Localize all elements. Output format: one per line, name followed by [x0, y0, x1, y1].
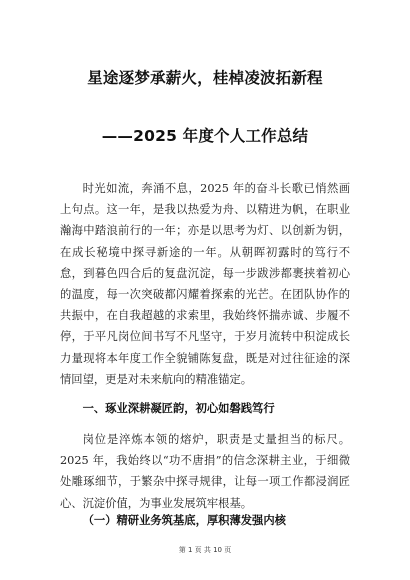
subsection-heading-1: （一）精研业务筑基底，厚积薄发强内核: [82, 514, 286, 527]
section-heading-1: 一、琢业深耕凝匠韵，初心如磐践笃行: [82, 402, 275, 415]
body-paragraph-intro: [60, 178, 350, 390]
document-subtitle: ——2025 年度个人工作总结: [101, 127, 309, 145]
page-footer: 第 1 页 共 10 页: [178, 546, 232, 554]
paragraph-text: 时光如流，奔涌不息，2025 年的奋斗长歌已悄然画上句点。这一年，是我以热爱为舟、以精进为帆，在职业瀚海中踏浪前行的一年；亦是以思考为灯、以创新为钥，在成长秘境中探寻新途的一年。从朝晖初露时的笃行不怠，到暮色四合后的复盘沉淀，每一步跋涉都裹挟着初心的温度，每一次突破都闪耀着探索的光芒。在团队协作的共振中，在自我超越的求索里，我始终怀揣赤诚、步履不停，于平凡岗位间书写不凡坚守，于岁月流转中积淀成长力量现将本年度工作全貌铺陈复盘，既是对过往征途的深情回望，更是对未来航向的精准锚定。: [60, 182, 350, 386]
paragraph-text: 岗位是淬炼本领的熔炉，职责是丈量担当的标尺。2025 年，我始终以“功不唐捐”的信念深耕主业，于细微处雕琢细节，于繁杂中探寻规律，让每一项工作都浸润匠心、沉淀价值，为事业发展筑牢根基。: [60, 433, 350, 510]
document-title: 星途逐梦承薪火，桂棹凌波拓新程: [87, 69, 323, 87]
body-paragraph-section1: [60, 429, 350, 514]
